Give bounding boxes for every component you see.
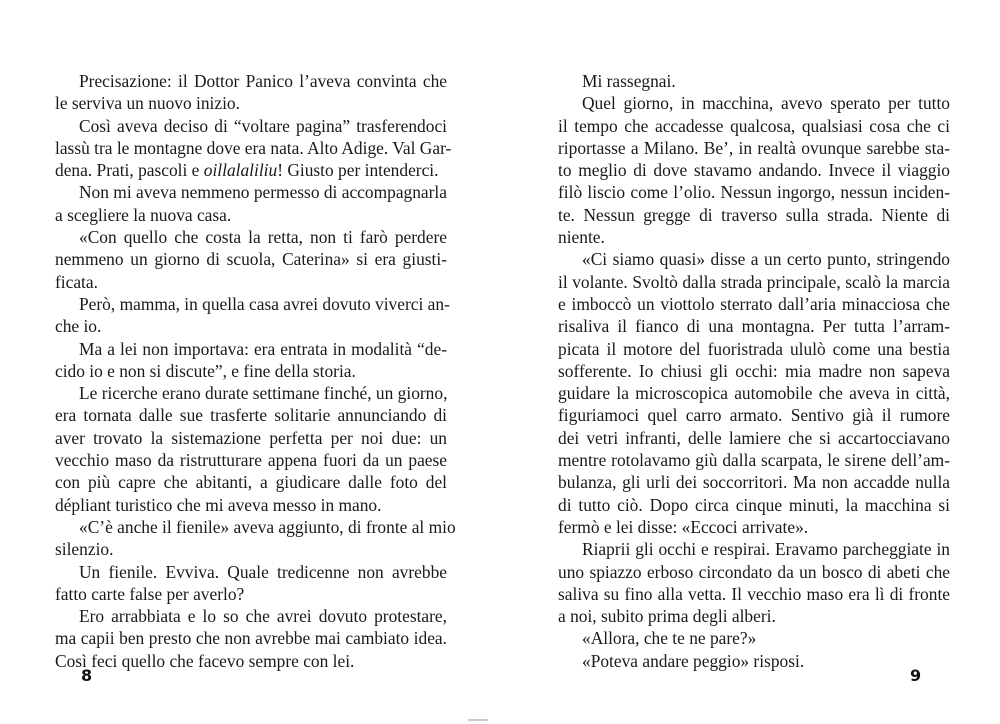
left-page-body [55,70,456,672]
text-line: sofferente. Io chiusi gli occhi: mia madre non sapeva [558,360,950,381]
page-number-right: 9 [910,666,922,685]
text-line: le serviva un nuovo inizio. [55,93,240,114]
text-line: Quel giorno, in macchina, avevo sperato per tutto [582,93,950,114]
text-line: era tornata dalle sue trasferte solitarie annunciando di [55,405,447,426]
right-page [500,0,1000,724]
text-line: che io. [55,316,102,337]
text-line: Ero arrabbiata e lo so che avrei dovuto protestare, [79,606,447,627]
text-line: fatto carte false per averlo? [55,583,245,604]
text-line: mentre rotolavamo giù dalla scarpata, le sirene dell’am- [558,450,950,471]
text-line: ma capii ben presto che non avrebbe mai cambiato idea. [55,628,447,649]
text-line: silenzio. [55,539,114,560]
text-line: «C’è anche il fienile» aveva aggiunto, di fronte al mio [79,516,456,537]
gutter-mark [468,719,488,721]
text-line: lassù tra le montagne dove era nata. Alto Adige. Val Gar- [55,137,452,158]
text-line: te. Nessun gregge di traverso sulla strada. Niente di [558,204,950,225]
text-line: Non mi aveva nemmeno permesso di accompagnarla [79,182,447,203]
text-line: Così feci quello che facevo sempre con lei. [55,650,355,671]
text-line: vecchio maso da ristrutturare appena fuori da un paese [55,450,447,471]
text-line: «Poteva andare peggio» risposi. [582,650,805,671]
text-line: niente. [558,227,605,248]
text-line: «Ci siamo quasi» disse a un certo punto, stringendo [582,249,950,270]
text-line: Un fienile. Evviva. Quale tredicenne non avrebbe [79,561,447,582]
text-line: dépliant turistico che mi aveva messo in mano. [55,494,382,515]
text-line: con più capre che abitanti, a giudicare dalle foto del [55,472,447,493]
text-line: il tempo che accadesse qualcosa, qualsiasi cosa che ci [558,115,950,136]
text-line: Riaprii gli occhi e respirai. Eravamo parcheggiate in [582,539,950,560]
text-line: to meglio di dove stavamo andando. Invece il viaggio [558,160,950,181]
text-line: di tutto ciò. Dopo circa cinque minuti, la macchina si [558,494,950,515]
text-line: cido io e non si discute”, e fine della storia. [55,360,356,381]
text-line: bulanza, gli urli dei soccorritori. Ma non accadde nulla [558,472,950,493]
text-line: a noi, subito prima degli alberi. [558,606,776,627]
text-line: riportasse a Milano. Be’, in realtà ovunque sarebbe sta- [558,137,950,158]
text-line: Così aveva deciso di “voltare pagina” trasferendoci [79,115,447,136]
page-number-left: 8 [81,666,93,685]
text-line: dei vetri infranti, delle lamiere che si accartocciavano [558,427,950,448]
text-line: «Allora, che te ne pare?» [582,628,757,649]
text-line: Però, mamma, in quella casa avrei dovuto viverci an- [79,293,450,314]
text-line: Mi rassegnai. [582,71,676,91]
text-line: ficata. [55,271,98,292]
text-line: risaliva il fianco di una montagna. Per tutta l’arram- [558,316,950,337]
text-line: aver trovato la sistemazione perfetta per noi due: un [55,427,447,448]
text-line: nemmeno un giorno di scuola, Caterina» si era giusti- [55,249,447,270]
text-line: e imboccò un viottolo sterrato dall’aria minacciosa che [558,293,950,314]
text-line: uno spiazzo erboso circondato da un bosco di abeti che [558,561,950,582]
text-line: «Con quello che costa la retta, non ti farò perdere [79,227,447,248]
text-line: guidare la microscopica automobile che aveva in città, [558,383,950,404]
text-line: a scegliere la nuova casa. [55,204,232,225]
text-line: fermò e lei disse: «Eccoci arrivate». [558,516,809,537]
text-line: Precisazione: il Dottor Panico l’aveva convinta che [79,71,447,91]
text-line: filò liscio come l’olio. Nessun ingorgo, nessun inciden- [558,182,950,203]
text-line: saliva su fino alla vetta. Il vecchio maso era lì di fronte [558,583,950,604]
text-line: picata il motore del fuoristrada ululò come una bestia [558,338,950,359]
text-line: Le ricerche erano durate settimane finché, un giorno, [79,383,448,404]
text-line: il volante. Svoltò dalla strada principale, scalò la marcia [558,271,950,292]
right-page-body [558,70,950,672]
text-line: Ma a lei non importava: era entrata in modalità “de- [79,338,447,359]
text-line: figuriamoci quel carro armato. Sentivo già il rumore [558,405,950,426]
text-line: dena. Prati, pascoli e oillalaliliu! Giusto per intenderci. [55,160,439,181]
